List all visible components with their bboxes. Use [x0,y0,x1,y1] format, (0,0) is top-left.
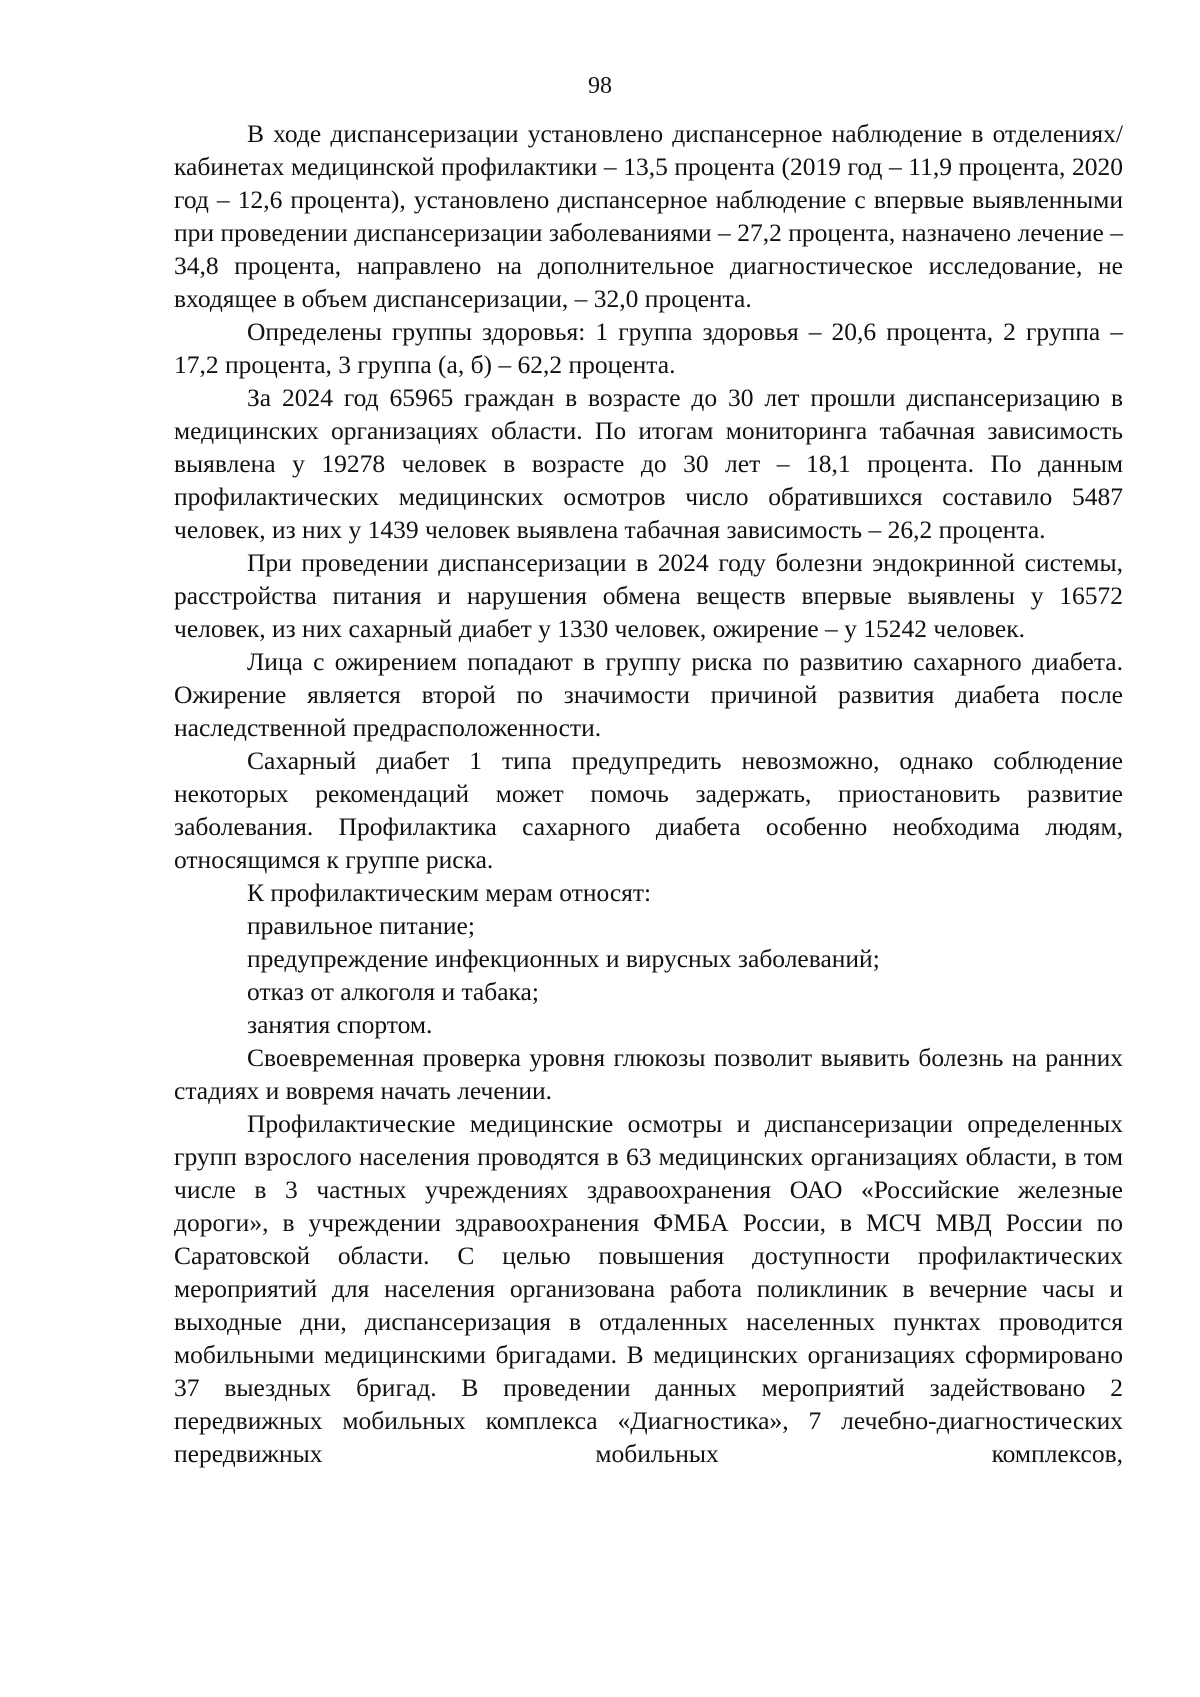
paragraph-health-groups: Определены группы здоровья: 1 группа здоровья – 20,6 процента, 2 группа – 17,2 процента, 3 группа (а, б) – 62,2 процента. [174,317,1123,379]
paragraph-youth-screening: За 2024 год 65965 граждан в возрасте до 30 лет прошли диспансеризацию в медицинских организациях области. По итогам мониторинга табачная зависимость выявлена у 19278 человек в возрасте до 30 лет – 18,1 процента. По данным профилактических медицинских осмотров число обратившихся составило 5487 человек, из них у 1439 человек выявлена табачная зависимость – 26,2 процента. [174,383,1123,544]
measure-item: отказ от алкоголя и табака; [247,977,539,1006]
paragraph-endocrine-diseases: При проведении диспансеризации в 2024 году болезни эндокринной системы, расстройства питания и нарушения обмена веществ впервые выявлены у 16572 человек, из них сахарный диабет у 1330 человек, ожирение – у 15242 человек. [174,548,1123,643]
measure-item: занятия спортом. [247,1010,433,1039]
paragraph-medical-organizations: Профилактические медицинские осмотры и диспансеризации определенных групп взрослого населения проводятся в 63 медицинских организациях области, в том числе в 3 частных учреждениях здравоохранения ОАО «Российские железные дороги», в учреждении здравоохранения ФМБА России, в МСЧ МВД России по Саратовской области. С целью повышения доступности профилактических мероприятий для населения организована работа поликлиник в вечерние часы и выходные дни, диспансеризация в отдаленных населенных пунктах проводится мобильными медицинскими бригадами. В медицинских организациях сформировано 37 выездных бригад. В проведении данных мероприятий задействовано 2 передвижных мобильных комплекса «Диагностика», 7 лечебно-диагностических передвижных мобильных комплексов, [174,1109,1123,1468]
document-body [174,117,1123,1470]
paragraph-glucose-check: Своевременная проверка уровня глюкозы позволит выявить болезнь на ранних стадиях и вовремя начать лечении. [174,1043,1123,1105]
paragraph-obesity-risk: Лица с ожирением попадают в группу риска по развитию сахарного диабета. Ожирение является второй по значимости причиной развития диабета после наследственной предрасположенности. [174,647,1123,742]
measure-item: правильное питание; [247,911,475,940]
page-number: 98 [588,73,612,99]
paragraph-measures-intro: К профилактическим мерам относят: [247,878,652,907]
paragraph-diabetes-prevention: Сахарный диабет 1 типа предупредить невозможно, однако соблюдение некоторых рекомендаций может помочь задержать, приостановить развитие заболевания. Профилактика сахарного диабета особенно необходима людям, относящимся к группе риска. [174,746,1123,874]
measure-item: предупреждение инфекционных и вирусных заболеваний; [247,944,880,973]
paragraph-dispensary-observation: В ходе диспансеризации установлено диспансерное наблюдение в отделениях/кабинетах медицинской профилактики – 13,5 процента (2019 год – 11,9 процента, 2020 год – 12,6 процента), установлено диспансерное наблюдение с впервые выявленными при проведении диспансеризации заболеваниями – 27,2 процента, назначено лечение – 34,8 процента, направлено на дополнительное диагностическое исследование, не входящее в объем диспансеризации, – 32,0 процента. [174,119,1123,313]
